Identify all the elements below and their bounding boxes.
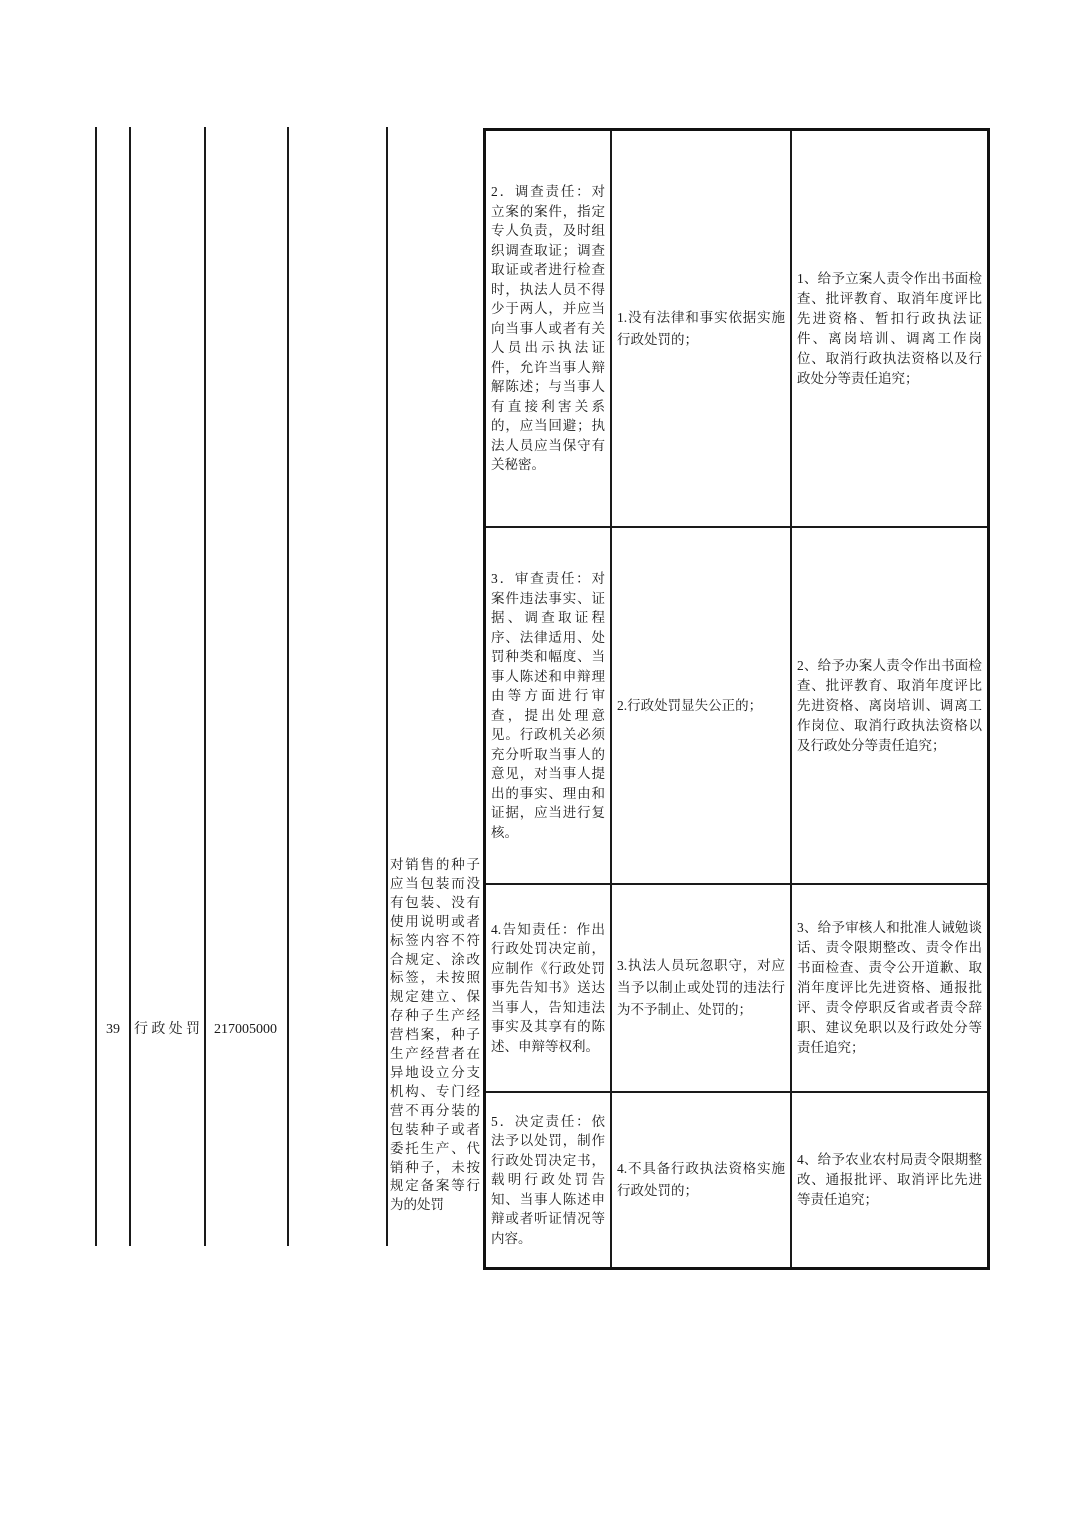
responsibility-table <box>483 128 990 1270</box>
situation-cell <box>611 1092 791 1269</box>
table-grid-line <box>129 127 131 1246</box>
duty-cell <box>485 130 612 528</box>
accountability-text: 3、给予审核人和批准人诫勉谈话、责令限期整改、责令作出书面检查、责令公开道歉、取消年度评比先进资格、通报批评、责令停职反省或者责令辞职、建议免职以及行政处分等责任追究； <box>797 920 982 1055</box>
accountability-cell <box>791 527 989 884</box>
power-type-cell: 行政处罚 <box>134 1022 200 1037</box>
responsibility-row <box>485 130 989 528</box>
duty-cell <box>485 884 612 1092</box>
duty-text: 5．决定责任：依法予以处罚，制作行政处罚决定书，载明行政处罚告知、当事人陈述申辩或者听证情况等内容。 <box>491 1113 605 1246</box>
table-grid-line <box>287 127 289 1246</box>
situation-cell <box>611 884 791 1092</box>
responsibility-row <box>485 1092 989 1269</box>
duty-text: 3．审查责任：对案件违法事实、证据、调查取证程序、法律适用、处罚种类和幅度、当事人陈述和申辩理由等方面进行审查，提出处理意见。行政机关必须充分听取当事人的意见，对当事人提出的事实、理由和证据，应当进行复核。 <box>491 571 605 840</box>
situation-cell <box>611 130 791 528</box>
table-grid-line <box>204 127 206 1246</box>
accountability-text: 1、给予立案人责令作出书面检查、批评教育、取消年度评比先进资格、暂扣行政执法证件、离岗培训、调离工作岗位、取消行政执法资格以及行政处分等责任追究； <box>797 270 982 386</box>
power-matter-cell: 对销售的种子应当包装而没有包装、没有使用说明或者标签内容不符合规定、涂改标签，未按照规定建立、保存种子生产经营档案，种子生产经营者在异地设立分支机构、专门经营不再分装的包装种子或者委托生产、代销种子，未按规定备案等行为的处罚 <box>390 857 480 1213</box>
serial-number-cell: 39 <box>106 1022 120 1037</box>
situation-cell <box>611 527 791 884</box>
table-grid-line <box>95 127 97 1246</box>
situation-text: 4.不具备行政执法资格实施行政处罚的； <box>617 1161 785 1198</box>
duty-cell <box>485 1092 612 1269</box>
table-grid-line <box>386 127 388 1246</box>
situation-text: 3.执法人员玩忽职守，对应当予以制止或处罚的违法行为不予制止、处罚的； <box>617 958 785 1017</box>
accountability-text: 2、给予办案人责令作出书面检查、批评教育、取消年度评比先进资格、离岗培训、调离工作岗位、取消行政执法资格以及行政处分等责任追究； <box>797 657 982 753</box>
power-code-cell: 217005000 <box>214 1022 277 1037</box>
accountability-cell <box>791 884 989 1092</box>
duty-cell <box>485 527 612 884</box>
responsibility-row <box>485 884 989 1092</box>
accountability-cell <box>791 130 989 528</box>
accountability-cell <box>791 1092 989 1269</box>
responsibility-row <box>485 527 989 884</box>
situation-text: 1.没有法律和事实依据实施行政处罚的； <box>617 309 785 347</box>
accountability-text: 4、给予农业农村局责令限期整改、通报批评、取消评比先进等责任追究； <box>797 1152 982 1207</box>
duty-text: 2．调查责任：对立案的案件，指定专人负责，及时组织调查取证；调查取证或者进行检查时，执法人员不得少于两人，并应当向当事人或者有关人员出示执法证件，允许当事人辩解陈述；与当事人有直接利害关系的，应当回避；执法人员应当保守有关秘密。 <box>491 184 605 473</box>
duty-text: 4.告知责任：作出行政处罚决定前，应制作《行政处罚事先告知书》送达当事人，告知违法事实及其享有的陈述、申辩等权利。 <box>491 921 605 1054</box>
situation-text: 2.行政处罚显失公正的； <box>617 697 763 713</box>
